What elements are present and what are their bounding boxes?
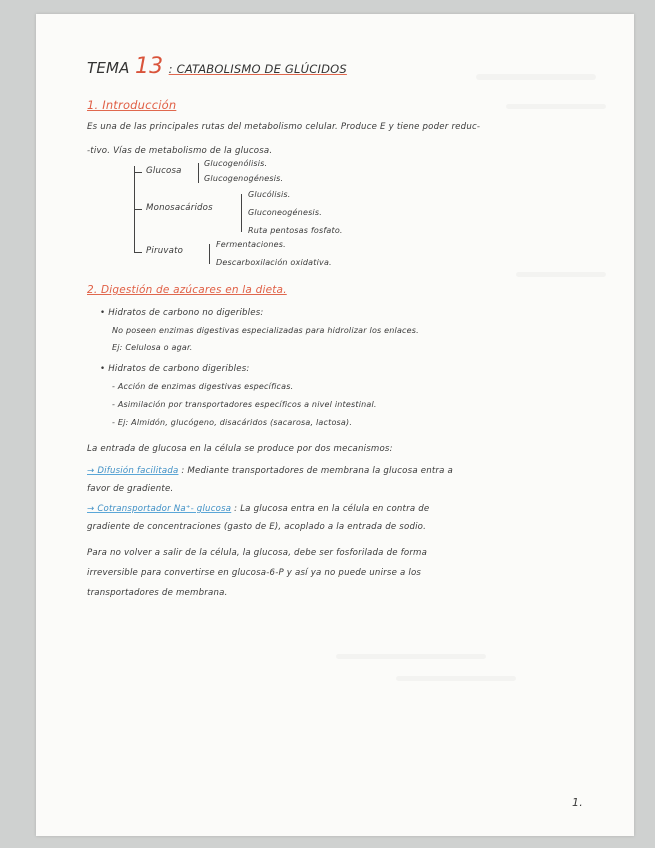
digestible-title: • Hidratos de carbono digeribles:	[100, 364, 250, 374]
tree-mono-child-2: Gluconeogénesis.	[248, 208, 322, 217]
cotransport-text-2: gradiente de concentraciones (gasto de E), acoplado a la entrada de sodio.	[87, 522, 427, 532]
final-line-2: irreversible para convertirse en glucosa-6-P y así ya no puede unirse a los	[87, 568, 422, 578]
cotransport	[87, 504, 429, 514]
facilitated-text: : Mediante transportadores de membrana la glucosa entra a	[181, 466, 454, 476]
tree-branch	[134, 172, 142, 173]
tree-piruvato-child-1: Fermentaciones.	[216, 240, 286, 249]
final-line-3: transportadores de membrana.	[87, 588, 228, 598]
tree-monosacaridos: Monosacáridos	[146, 203, 213, 213]
facilitated-label: → Difusión facilitada	[87, 466, 179, 476]
title-number: 13	[134, 54, 164, 79]
intro-heading: 1. Introducción	[87, 98, 177, 112]
notebook-page	[36, 14, 634, 836]
tree-mono-child-3: Ruta pentosas fosfato.	[248, 226, 343, 235]
intro-line-1: Es una de las principales rutas del metabolismo celular. Produce E y tiene poder reduc-	[87, 122, 481, 132]
digestible-item-2: - Asimilación por transportadores específicos a nivel intestinal.	[112, 400, 377, 409]
no-digestible-line-1: No poseen enzimas digestivas especializadas para hidrolizar los enlaces.	[112, 326, 419, 335]
cotransport-text: : La glucosa entra en la célula en contra de	[234, 504, 430, 514]
bleed-through-mark	[476, 74, 596, 80]
cotransport-label: → Cotransportador Na⁺- glucosa	[87, 504, 232, 514]
tree-glucosa-child-2: Glucogenogénesis.	[204, 174, 284, 183]
final-line-1: Para no volver a salir de la célula, la glucosa, debe ser fosforilada de forma	[87, 548, 428, 558]
digestion-heading: 2. Digestión de azúcares en la dieta.	[87, 284, 287, 296]
bleed-through-mark	[396, 676, 516, 681]
digestible-item-1: - Acción de enzimas digestivas específicas.	[112, 382, 294, 391]
page-title	[87, 54, 347, 79]
tree-branch	[134, 252, 142, 253]
tree-branch	[134, 209, 142, 210]
bleed-through-mark	[516, 272, 606, 277]
digestible-item-3: - Ej: Almidón, glucógeno, disacáridos (sacarosa, lactosa).	[112, 418, 353, 427]
intro-line-2: -tivo. Vías de metabolismo de la glucosa.	[87, 146, 273, 156]
entry-line: La entrada de glucosa en la célula se produce por dos mecanismos:	[87, 444, 393, 454]
facilitated-text-2: favor de gradiente.	[87, 484, 174, 494]
bleed-through-mark	[336, 654, 486, 659]
no-digestible-title: • Hidratos de carbono no digeribles:	[100, 308, 264, 318]
no-digestible-line-2: Ej: Celulosa o agar.	[112, 343, 193, 352]
tree-bracket	[241, 194, 242, 232]
tree-glucosa-child-1: Glucogenólisis.	[204, 159, 268, 168]
tree-piruvato: Piruvato	[146, 246, 184, 256]
bleed-through-mark	[506, 104, 606, 109]
tree-piruvato-child-2: Descarboxilación oxidativa.	[216, 258, 332, 267]
facilitated-diffusion	[87, 466, 453, 476]
tree-bracket	[209, 244, 210, 264]
tree-bracket	[198, 163, 199, 183]
title-subject: : CATABOLISMO DE GLÚCIDOS	[168, 62, 347, 76]
title-tema: TEMA	[87, 59, 130, 77]
tree-glucosa: Glucosa	[146, 166, 182, 176]
page-number: 1.	[572, 796, 583, 809]
tree-mono-child-1: Glucólisis.	[248, 190, 291, 199]
